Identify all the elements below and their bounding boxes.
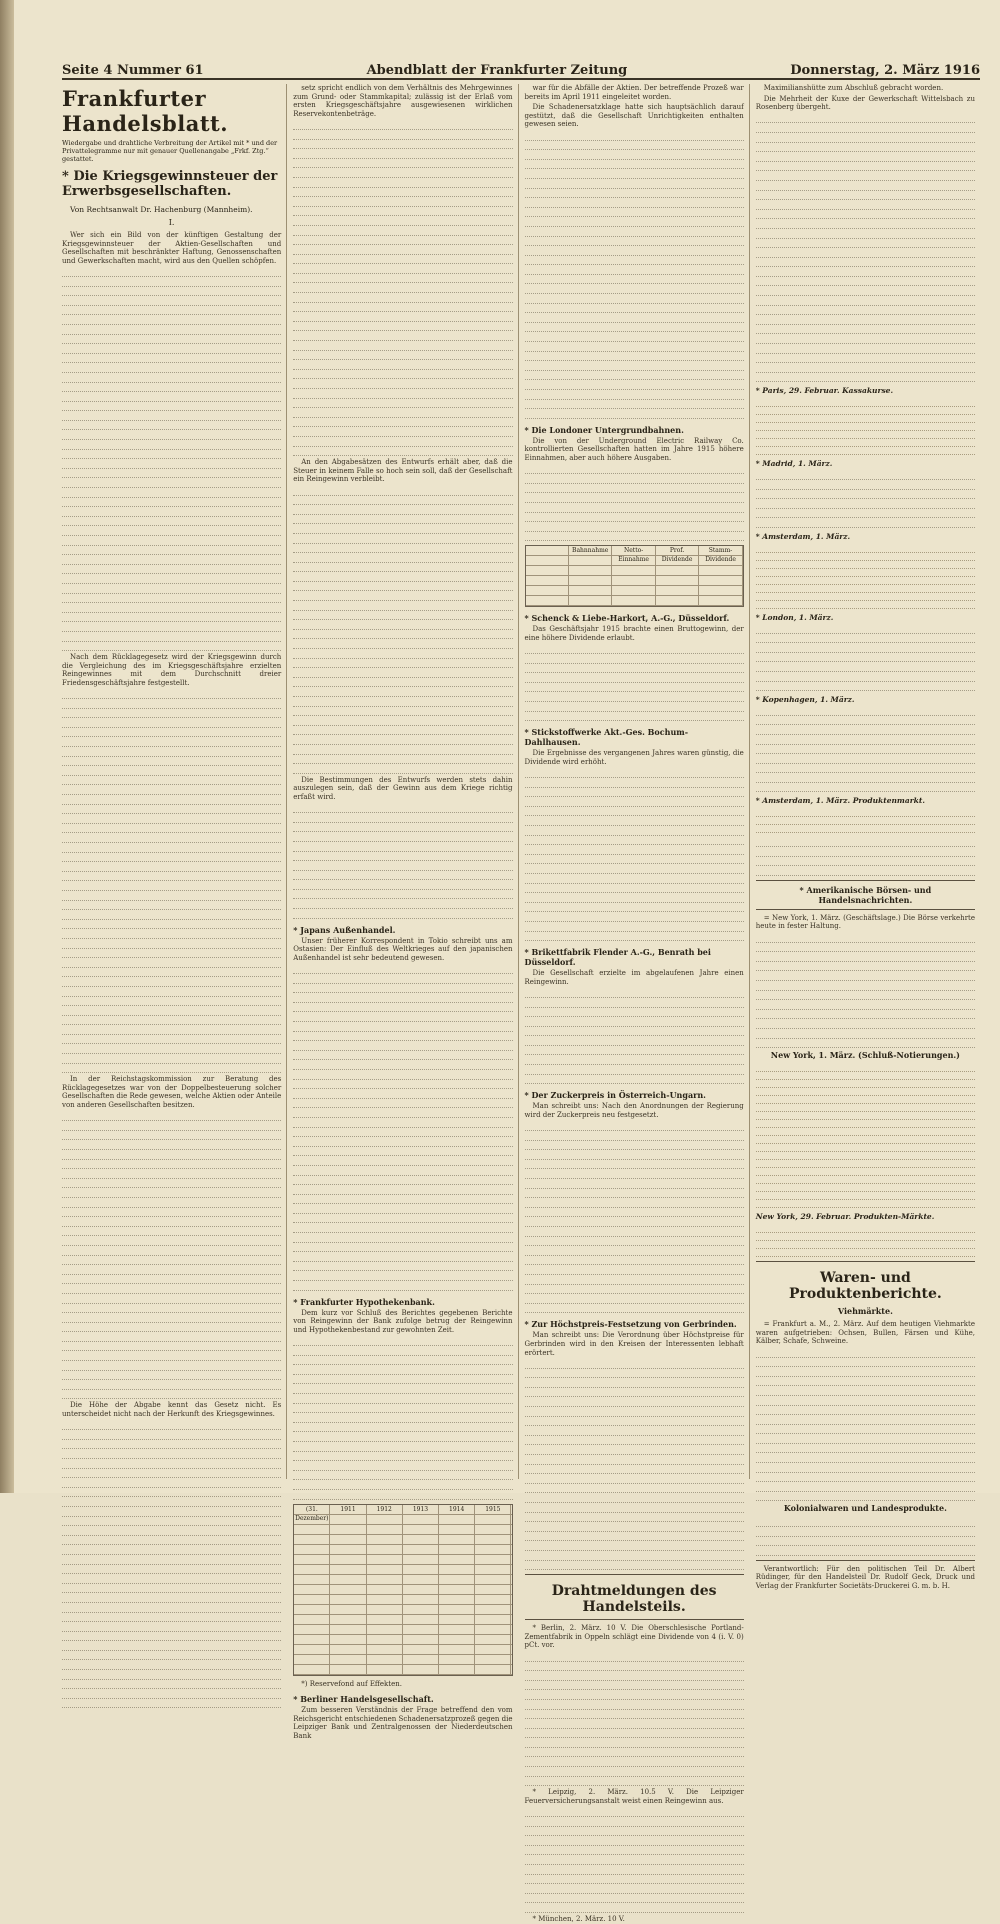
market-quotes-grid [756,399,975,455]
text-lines [293,964,512,1290]
table-row [294,1535,511,1545]
table-header-row [526,546,743,564]
text-lines [525,768,744,941]
section-rule [756,1261,975,1262]
section-rule [525,1574,744,1575]
article-paragraph: setz spricht endlich von dem Verhältnis des Mehrgewinnes zum Grund- oder Stammkapital; zulässig ist der Erlaß vom ersten Kriegsgeschäftsjahre ausgewiesenen wirklichen Reservekontenbeträge. [293,84,513,118]
commodity-reports-heading: Waren- und Produktenberichte. [788,1270,942,1303]
market-report-heading: New York, 29. Februar. Produkten-Märkte. [755,1212,935,1222]
text-lines [525,645,744,722]
text-lines [756,706,975,792]
article-paragraph: Die Bestimmungen des Entwurfs werden stets dahin auszulegen sein, daß der Gewinn aus dem Kriege richtig erfaßt wird. [293,775,513,801]
section-rule [756,880,975,881]
section-rule [756,909,975,910]
text-lines [62,267,281,651]
market-report-heading: * London, 1. März. [755,612,834,622]
article-heading: * Der Zuckerpreis in Österreich-Ungarn. [524,1090,706,1101]
article-paragraph: Die Höhe der Abgabe kennt das Gesetz nicht. Es unterscheidet nicht nach der Herkunft des Kriegsgewinnes. [62,1401,282,1419]
article-heading: * Amerikanische Börsen- und Handelsnachrichten. [799,884,932,905]
text-lines [525,1807,744,1913]
column-1 [62,84,287,1479]
text-lines [62,1112,281,1400]
table-row [526,596,743,606]
article-paragraph: Unser früherer Korrespondent in Tokio schreibt uns am Ostasien: Der Einfluß des Weltkrieges auf den japanischen Außenhandel ist sehr bedeutend gewesen. [293,936,513,962]
section-rule [525,1619,744,1620]
article-headline: * Die Kriegsgewinnsteuer der Erwerbsgesellschaften. [62,169,278,199]
section-rule [756,1560,975,1561]
article-paragraph: Die Gesellschaft erzielte im abgelaufenen Jahre einen Reingewinn. [524,969,744,986]
article-section-number: I. [168,218,175,227]
table-row [294,1595,511,1605]
text-lines [62,1421,281,1709]
text-lines [756,1348,975,1502]
market-report-heading: * Amsterdam, 1. März. [755,531,851,541]
table-row [294,1665,511,1675]
text-lines [756,624,975,691]
article-paragraph: Man schreibt uns: Die Verordnung über Höchstpreise für Gerbrinden wird in den Kreisen der Interessenten lebhaft erörtert. [524,1331,744,1357]
market-quotes-grid [756,545,975,609]
article-paragraph: Das Geschäftsjahr 1915 brachte einen Bruttogewinn, der eine höhere Dividende erlaubt. [524,625,744,642]
table-header-cell [526,546,569,555]
article-byline: Von Rechtsanwalt Dr. Hachenburg (Mannheim). [70,205,253,214]
text-lines [62,690,281,1074]
article-paragraph: Die von der Underground Electric Railway Co. kontrollierten Gesellschaften hatten im Jahre 1915 höhere Einnahmen, aber auch höhere Ausgaben. [524,436,744,462]
table-header-row [294,1505,511,1522]
text-lines [293,1336,512,1499]
table-row [294,1575,511,1585]
table-row [294,1655,511,1665]
column-2 [293,84,518,1740]
table-row [294,1615,511,1625]
article-heading: * Zur Höchstpreis-Festsetzung von Gerbrinden. [524,1319,737,1330]
article-paragraph: Dem kurz vor Schluß des Berichtes gegebenen Berichte von Reingewinn der Bank zufolge betrug der Reingewinn und Hypothekenbestand zur gewohnten Zeit. [293,1308,513,1334]
text-lines [525,1652,744,1786]
text-lines [756,933,975,1048]
newspaper-title: Abendblatt der Frankfurter Zeitung [366,63,628,78]
page-number: Seite 4 Nummer 61 [62,63,204,78]
article-paragraph: Man schreibt uns: Nach den Anordnungen der Regierung wird der Zuckerpreis neu festgesetzt. [524,1102,744,1119]
text-lines [756,114,975,383]
article-paragraph: In der Reichstagskommission zur Beratung des Rücklagegesetzes war von der Doppelbesteuerung solcher Gesellschaften die Rede gewesen, welche Aktien oder Anteile von anderen Gesellschaften besitzen. [62,1075,282,1110]
article-paragraph: Zum besseren Verständnis der Frage betreffend den vom Reichsgericht entschiedenen Schadenersatzprozeß gegen die Leipziger Bank und Zentralgenossen der Niederdeutschen Bank [293,1706,513,1740]
table-row [526,576,743,586]
table-row [526,586,743,596]
table-header-cell: Bahnnahme [569,546,612,555]
page-header [62,56,980,80]
text-lines [293,120,512,456]
market-quotes-grid [756,1225,975,1257]
article-paragraph: = Frankfurt a. M., 2. März. Auf dem heutigen Viehmarkte waren aufgetrieben: Ochsen, Bullen, Färsen und Kühe, Kälber, Schafe, Schweine. [755,1320,975,1346]
table-row [294,1625,511,1635]
table-row [294,1555,511,1565]
table-header-cell: 1914 [439,1505,475,1514]
article-paragraph: An den Abgabesätzen des Entwurfs erhält aber, daß die Steuer in keinem Falle so hoch sein soll, daß der Gesellschaft ein Reingewinn verbleibt. [293,458,513,484]
article-paragraph: Die Ergebnisse des vergangenen Jahres waren günstig, die Dividende wird erhöht. [524,749,744,766]
underground-table [525,545,744,607]
market-report-heading: * Kopenhagen, 1. März. [755,695,855,705]
article-heading: * Frankfurter Hypothekenbank. [293,1296,435,1307]
article-heading: * Berliner Handelsgesellschaft. [293,1694,434,1705]
text-lines [293,804,512,919]
text-lines [293,486,512,774]
table-row [294,1635,511,1645]
page-date: Donnerstag, 2. März 1916 [790,63,980,78]
article-heading: * Die Londoner Untergrundbahnen. [524,424,684,435]
market-report-heading: * Amsterdam, 1. März. Produktenmarkt. [755,796,925,806]
table-header-cell: 1913 [403,1505,439,1514]
wire-reports-heading: Drahtmeldungen des Handelsteils. [551,1583,717,1616]
article-heading: * Schenck & Liebe-Harkort, A.-G., Düsseldorf. [524,613,730,624]
article-heading: * Japans Außenhandel. [293,924,396,935]
table-row [294,1515,511,1525]
market-report-heading: * Paris, 29. Februar. Kassakurse. [755,386,894,396]
article-paragraph: war für die Abfälle der Aktien. Der betreffende Prozeß war bereits im April 1911 eingeleitet worden. [524,84,744,101]
statistics-table [293,1504,512,1676]
table-row [294,1565,511,1575]
article-heading: * Brikettfabrik Flender A.-G., Benrath bei Düsseldorf. [524,947,711,968]
article-paragraph: Die Mehrheit der Kuxe der Gewerkschaft Wittelsbach zu Rosenberg übergeht. [755,94,975,112]
market-report-heading: New York, 1. März. (Schluß-Notierungen.) [770,1050,960,1061]
table-header-cell: Stamm-Dividende [699,546,742,555]
market-quotes-grid [756,1064,975,1208]
text-lines [525,1359,744,1570]
column-3 [524,84,750,1923]
table-header-cell: (31. Dezember) [295,1505,329,1522]
table-row [294,1585,511,1595]
article-heading: * Stickstoffwerke Akt.-Ges. Bochum-Dahlhausen. [524,727,689,748]
text-lines [525,988,744,1084]
market-report-heading: * Madrid, 1. März. [755,459,833,469]
text-lines [525,131,744,419]
section-masthead: Frankfurter Handelsblatt. [62,86,229,136]
table-row [294,1545,511,1555]
livestock-heading: Viehmärkte. [837,1306,893,1317]
text-lines [756,1517,975,1555]
article-paragraph: Die Schadenersatzklage hatte sich hauptsächlich darauf gestützt, daß die Gesellschaft Unrichtigkeiten enthalten gewesen seien. [524,103,744,129]
wire-report: * München, 2. März. 10 V. [532,1914,625,1923]
market-quotes-grid [756,809,975,833]
table-footnote: *) Reservefond auf Effekten. [301,1679,402,1688]
table-row [294,1645,511,1655]
article-paragraph: Maximilianshütte zum Abschluß gebracht worden. [763,84,944,92]
table-header-cell: 1912 [367,1505,403,1514]
imprint-footer: Verantwortlich: Für den politischen Teil Dr. Albert Rüdinger, für den Handelsteil Dr. Rudolf Geck, Druck und Verlag der Frankfurter Societäts-Druckerei G. m. b. H. [755,1564,975,1590]
article-paragraph: Wer sich ein Bild von der künftigen Gestaltung der Kriegsgewinnsteuer der Aktien-Gesellschaften und Gesellschaften mit beschränkter Haftung, Genossenschaften und Gewerkschaften macht, wird aus den Quellen schöpfen. [62,231,282,265]
article-paragraph: = New York, 1. März. (Geschäftslage.) Die Börse verkehrte heute in fester Haltung. [755,913,975,931]
table-header-cell: Prof. Dividende [656,546,699,555]
table-header-cell: Netto-Einnahme [612,546,655,555]
table-row [526,556,743,566]
table-row [294,1605,511,1615]
wire-report: * Berlin, 2. März. 10 V. Die Oberschlesische Portland-Zementfabrik in Oppeln schlägt eine Dividende von 4 (i. V. 0) pCt. vor. [524,1624,744,1650]
column-4 [755,84,980,1590]
text-lines [525,465,744,542]
table-header-cell: 1915 [475,1505,511,1514]
table-row [526,566,743,576]
text-lines [525,1121,744,1313]
wire-report: * Leipzig, 2. März. 10.5 V. Die Leipziger Feuerversicherungsanstalt weist einen Reingewinn aus. [524,1788,744,1805]
colonial-goods-heading: Kolonialwaren und Landesprodukte. [783,1503,947,1514]
text-lines [756,470,975,528]
page-binding-edge [0,0,14,1493]
table-row [294,1525,511,1535]
text-lines [756,837,975,875]
columns [62,84,980,1923]
article-paragraph: Nach dem Rücklagegesetz wird der Kriegsgewinn durch die Vergleichung des im Kriegsgeschäftsjahre erzielten Reingewinnes mit dem Durchschnitt dreier Friedensgeschäftsjahre festgestellt. [62,653,282,687]
reprint-note: Wiedergabe und drahtliche Verbreitung der Artikel mit * und der Privattelegramme nur mit genauer Quellenangabe „Frkf. Ztg.“ gestattet. [62,139,278,163]
table-header-cell: 1911 [330,1505,366,1514]
